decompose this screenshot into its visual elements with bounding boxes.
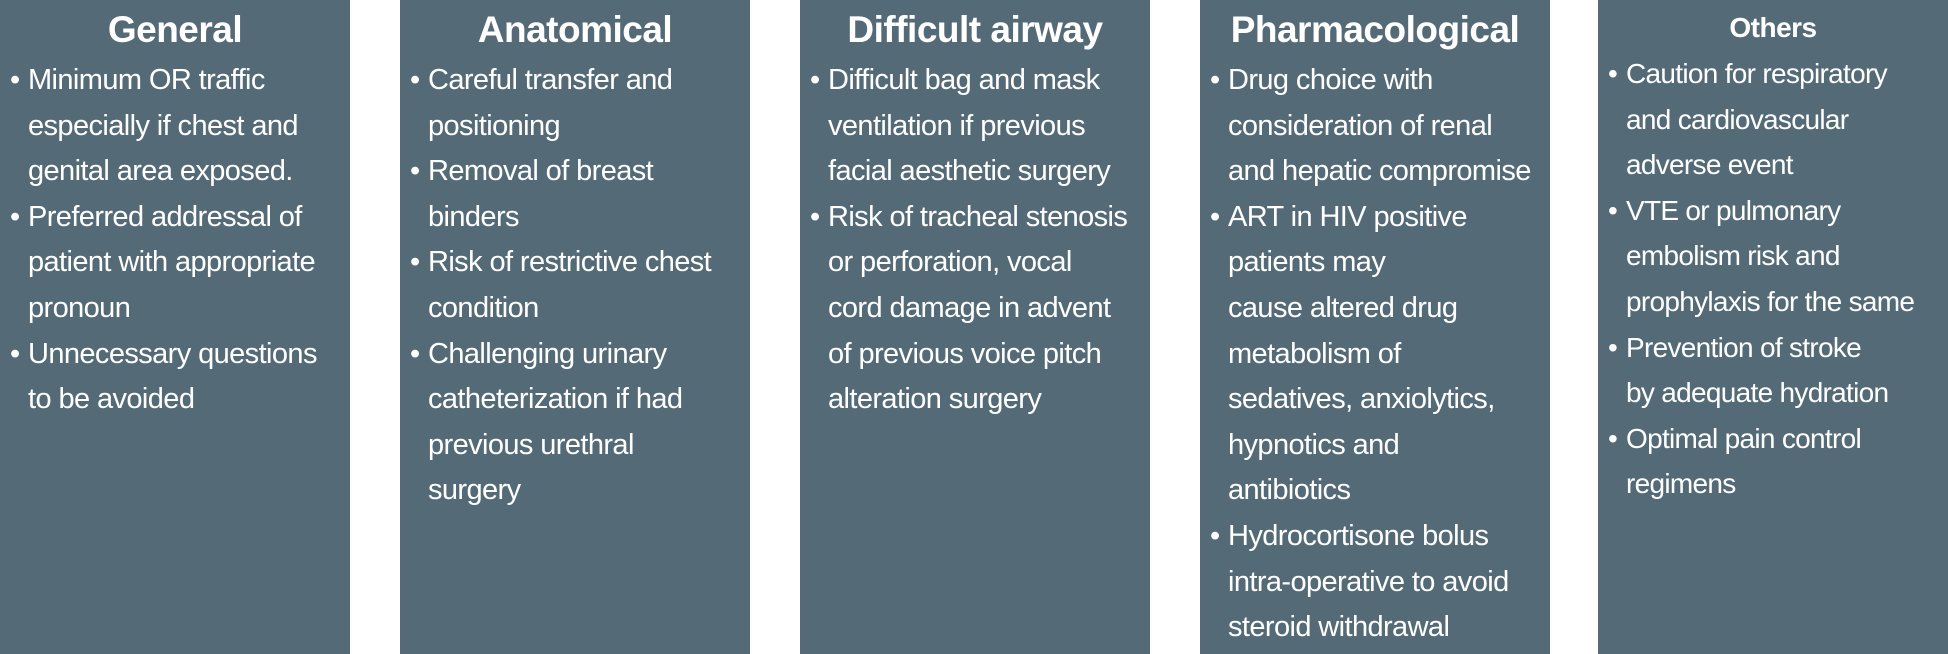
column-general [0, 0, 350, 654]
item-text: Difficult bag and mask ventilation if previous facial aesthetic surgery [828, 64, 1111, 188]
list-general [0, 58, 350, 423]
column-anatomical [400, 0, 750, 654]
list-item [400, 149, 750, 240]
item-text: Risk of restrictive chest condition [428, 246, 712, 324]
bullet-icon: • [410, 155, 420, 188]
bullet-icon: • [1608, 58, 1618, 89]
item-text: Optimal pain control regimens [1626, 422, 1862, 500]
item-text: ART in HIV positive patients may cause altered drug metabolism of sedatives, anxiolytics, hypnotics and antibiotics [1228, 200, 1495, 507]
item-text: Prevention of stroke by adequate hydration [1626, 331, 1889, 409]
bullet-icon: • [1608, 194, 1618, 226]
list-difficult-airway [800, 58, 1150, 423]
item-text: Risk of tracheal stenosis or perforation, vocal cord damage in advent of previous voice pitch alteration surgery [828, 200, 1128, 416]
list-item [1598, 325, 1948, 416]
column-title-difficult-airway: Difficult airway [847, 9, 1103, 50]
bullet-icon: • [10, 64, 20, 96]
list-item [400, 58, 750, 149]
list-item [1598, 51, 1948, 188]
bullet-icon: • [1608, 422, 1618, 454]
list-item [400, 332, 750, 514]
list-item [0, 332, 350, 423]
list-item [400, 240, 750, 331]
bullet-icon: • [410, 246, 420, 279]
list-item [1200, 514, 1550, 651]
bullet-icon: • [1210, 64, 1220, 96]
item-text: Minimum OR traffic especially if chest and genital area exposed. [28, 64, 298, 188]
column-title-pharmacological: Pharmacological [1230, 9, 1520, 50]
item-text: Preferred addressal of patient with appropriate pronoun [28, 200, 316, 324]
list-item [800, 195, 1150, 423]
list-anatomical [400, 58, 750, 514]
list-item [1598, 188, 1948, 325]
column-title-general: General [107, 9, 243, 50]
list-item [0, 58, 350, 195]
bullet-icon: • [1608, 331, 1618, 363]
item-text: VTE or pulmonary embolism risk and prophylaxis for the same [1626, 194, 1915, 317]
bullet-icon: • [410, 337, 420, 370]
list-item [1200, 58, 1550, 195]
list-item [0, 195, 350, 332]
column-difficult-airway [800, 0, 1150, 654]
column-pharmacological [1200, 0, 1550, 654]
item-text: Drug choice with consideration of renal and hepatic compromise [1228, 64, 1531, 188]
item-text: Challenging urinary catheterization if had previous urethral surgery [428, 337, 683, 507]
item-text: Removal of breast binders [428, 155, 654, 233]
bullet-icon: • [1210, 200, 1220, 233]
column-others [1598, 0, 1948, 654]
list-item [800, 58, 1150, 195]
list-item [1598, 416, 1948, 507]
bullet-icon: • [1210, 519, 1220, 552]
bullet-icon: • [810, 64, 820, 96]
list-others [1598, 51, 1948, 507]
bullet-icon: • [810, 200, 820, 233]
item-text: Caution for respiratory and cardiovascular adverse event [1626, 58, 1887, 181]
item-text: Hydrocortisone bolus intra-operative to avoid steroid withdrawal [1228, 519, 1509, 644]
bullet-icon: • [10, 337, 20, 370]
bullet-icon: • [10, 200, 20, 233]
list-pharmacological [1200, 58, 1550, 651]
item-text: Unnecessary questions to be avoided [28, 337, 317, 416]
item-text: Careful transfer and positioning [428, 64, 673, 142]
column-title-others: Others [1729, 12, 1817, 43]
column-title-anatomical: Anatomical [477, 9, 673, 50]
list-item [1200, 195, 1550, 514]
bullet-icon: • [410, 64, 420, 96]
